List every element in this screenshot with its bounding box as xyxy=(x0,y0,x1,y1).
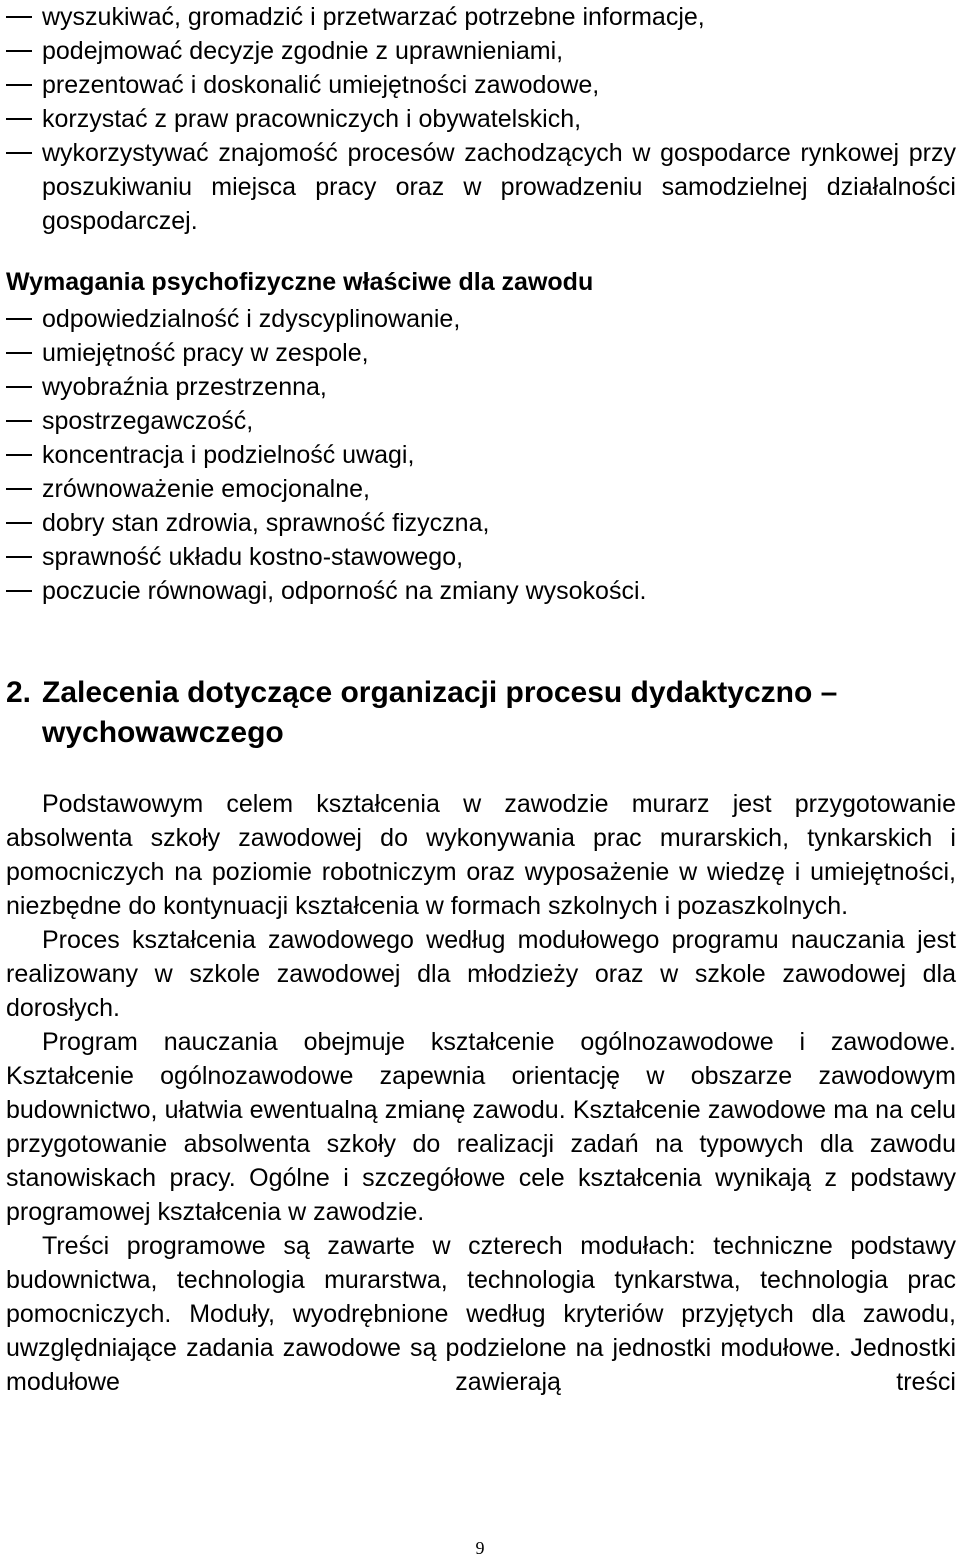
dash-bullet xyxy=(6,556,32,558)
dash-bullet xyxy=(6,50,32,52)
paragraph: Treści programowe są zawarte w czterech modułach: techniczne podstawy budownictwa, technologia murarstwa, technologia tynkarstwa, technologia prac pomocniczych. Moduły, wyodrębnione według kryteriów przyjętych dla zawodu, uwzględniające zadania zawodowe są podzielone na jednostki modułowe. Jednostki modułowe zawierają treści xyxy=(6,1232,956,1396)
paragraph: Proces kształcenia zawodowego według modułowego programu nauczania jest realizowany w szkole zawodowej dla młodzieży oraz w szkole zawodowej dla dorosłych. xyxy=(6,926,956,1022)
list-item xyxy=(0,574,960,608)
list-item xyxy=(0,370,960,404)
skills-list xyxy=(0,0,960,238)
list-item xyxy=(0,540,960,574)
section-title-continued: wychowawczego xyxy=(42,716,284,749)
section-number: 2. xyxy=(6,676,32,709)
dash-bullet xyxy=(6,352,32,354)
list-item xyxy=(0,404,960,438)
list-item xyxy=(0,0,960,34)
list-item xyxy=(0,136,960,238)
dash-bullet xyxy=(6,420,32,422)
paragraph: Program nauczania obejmuje kształcenie ogólnozawodowe i zawodowe. Kształcenie ogólnozawodowe zapewnia orientację w obszarze zawodowym budownictwo, ułatwia ewentualną zmianę zawodu. Kształcenie zawodowe ma na celu przygotowanie absolwenta szkoły do realizacji zadań na typowych dla zawodu stanowiskach pracy. Ogólne i szczegółowe cele kształcenia wynikają z podstawy programowej kształcenia w zawodzie. xyxy=(6,1028,956,1226)
dash-bullet xyxy=(6,522,32,524)
list-item xyxy=(0,336,960,370)
dash-bullet xyxy=(6,16,32,18)
section-heading-line1 xyxy=(6,673,936,713)
page-number: 9 xyxy=(475,1538,485,1558)
list-item-text: spostrzegawczość, xyxy=(42,407,254,435)
requirements-heading: Wymagania psychofizyczne właściwe dla zawodu xyxy=(6,268,594,296)
dash-bullet xyxy=(6,386,32,388)
list-item-text: prezentować i doskonalić umiejętności zawodowe, xyxy=(42,71,600,99)
body-text xyxy=(6,787,956,1399)
paragraph: Podstawowym celem kształcenia w zawodzie murarz jest przygotowanie absolwenta szkoły zawodowej do wykonywania prac murarskich, tynkarskich i pomocniczych na poziomie robotniczym oraz wyposażenie w wiedzę i umiejętności, niezbędne do kontynuacji kształcenia w formach szkolnych i pozaszkolnych. xyxy=(6,790,956,920)
section-heading xyxy=(6,673,936,753)
dash-bullet xyxy=(6,318,32,320)
dash-bullet xyxy=(6,152,32,154)
list-item-text: umiejętność pracy w zespole, xyxy=(42,339,369,367)
list-item xyxy=(0,302,960,336)
list-item xyxy=(0,68,960,102)
list-item-text: sprawność układu kostno-stawowego, xyxy=(42,543,464,571)
list-item xyxy=(0,102,960,136)
list-item-text: wyobraźnia przestrzenna, xyxy=(42,373,327,401)
list-item-text: zrównoważenie emocjonalne, xyxy=(42,475,370,503)
list-item-text: poczucie równowagi, odporność na zmiany wysokości. xyxy=(42,577,647,605)
list-item-text: wyszukiwać, gromadzić i przetwarzać potrzebne informacje, xyxy=(42,3,705,31)
list-item xyxy=(0,34,960,68)
list-item xyxy=(0,506,960,540)
dash-bullet xyxy=(6,84,32,86)
list-item xyxy=(0,438,960,472)
requirements-list xyxy=(0,302,960,608)
list-item-text: odpowiedzialność i zdyscyplinowanie, xyxy=(42,305,461,333)
dash-bullet xyxy=(6,454,32,456)
list-item xyxy=(0,472,960,506)
dash-bullet xyxy=(6,590,32,592)
dash-bullet xyxy=(6,488,32,490)
list-item-text: dobry stan zdrowia, sprawność fizyczna, xyxy=(42,509,490,537)
list-item-text: podejmować decyzje zgodnie z uprawnieniami, xyxy=(42,37,564,65)
section-title: Zalecenia dotyczące organizacji procesu dydaktyczno – xyxy=(42,676,838,709)
list-item-text: koncentracja i podzielność uwagi, xyxy=(42,441,415,469)
list-item-text: wykorzystywać znajomość procesów zachodzących w gospodarce rynkowej przy poszukiwaniu miejsca pracy oraz w prowadzeniu samodzielnej działalności gospodarczej. xyxy=(42,139,956,235)
dash-bullet xyxy=(6,118,32,120)
list-item-text: korzystać z praw pracowniczych i obywatelskich, xyxy=(42,105,582,133)
